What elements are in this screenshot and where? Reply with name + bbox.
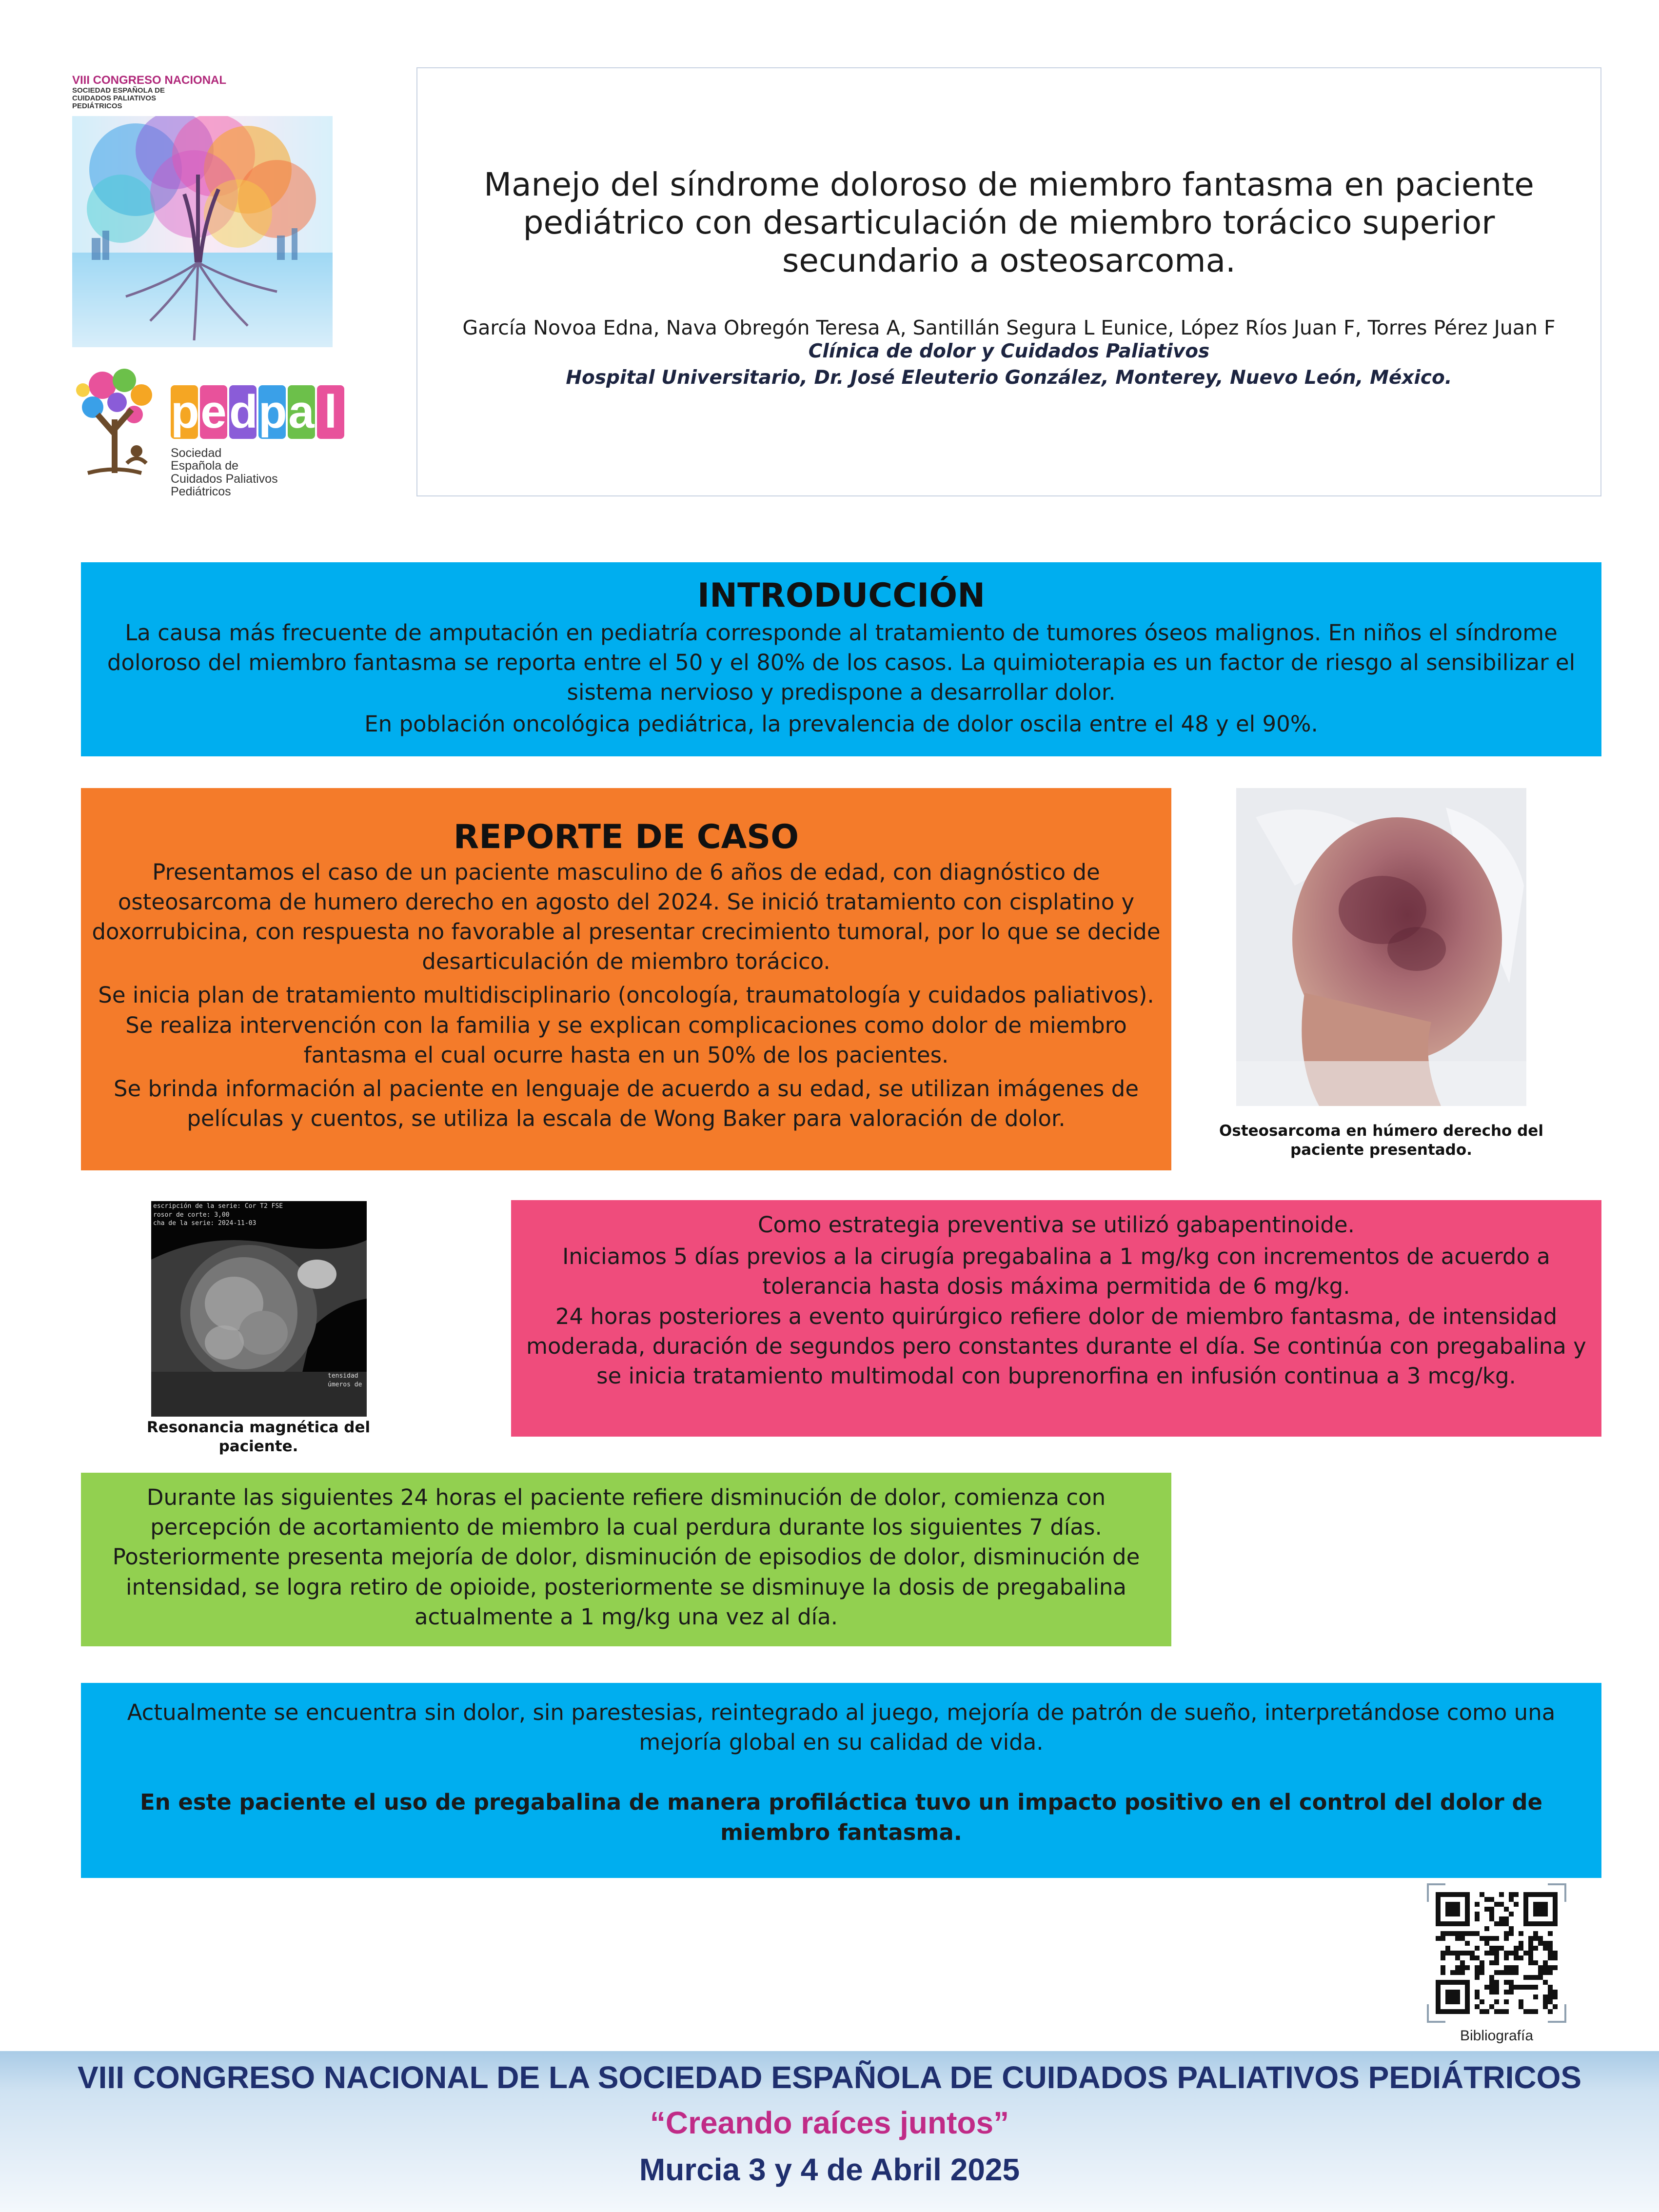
- tumor-photo: [1236, 788, 1526, 1106]
- institution-hospital: Hospital Universitario, Dr. José Eleuterio González, Monterey, Nuevo León, México.: [566, 367, 1452, 389]
- congress-logo-line-2: SOCIEDAD ESPAÑOLA DE: [72, 86, 165, 95]
- mri-header-line-3: cha de la serie: 2024-11-03: [153, 1220, 257, 1227]
- case-report-paragraph-3: Se brinda información al paciente en lenguaje de acuerdo a su edad, se utilizan imágenes de películas y cuentos, se utiliza la escala de Wong Baker para valoración de dolor.: [113, 1075, 1139, 1132]
- strategy-paragraph-2: Iniciamos 5 días previos a la cirugía pregabalina a 1 mg/kg con incrementos de acuerdo a tolerancia hasta dosis máxima permitida de 6 mg/kg.: [562, 1244, 1550, 1300]
- title-box: [416, 67, 1601, 496]
- congress-logo-line-1: VIII CONGRESO NACIONAL: [72, 74, 227, 87]
- footer-congress-name: VIII CONGRESO NACIONAL DE LA SOCIEDAD ESPAÑOLA DE CUIDADOS PALIATIVOS PEDIÁTRICOS: [77, 2060, 1582, 2095]
- strategy-paragraph-1: Como estrategia preventiva se utilizó gabapentinoide.: [758, 1212, 1355, 1238]
- mri-side-line-2: úmeros de: [328, 1381, 362, 1388]
- mri-header-line-2: rosor de corte: 3,00: [153, 1211, 230, 1219]
- evolution-section: [81, 1473, 1171, 1646]
- mri-side-line-1: tensidad: [328, 1372, 358, 1380]
- conclusion-section: [81, 1683, 1601, 1878]
- authors: García Novoa Edna, Nava Obregón Teresa A, Santillán Segura L Eunice, López Ríos Juan F, Torres Pérez Juan F: [462, 316, 1556, 339]
- footer-banner: [0, 2051, 1659, 2212]
- congress-logo-line-3: CUIDADOS PALIATIVOS: [72, 94, 156, 103]
- pedpal-caption-line-3: Cuidados Paliativos Pediátricos: [171, 472, 278, 498]
- pedpal-letter: p: [258, 386, 287, 438]
- introduction-paragraph-2: En población oncológica pediátrica, la prevalencia de dolor oscila entre el 48 y el 90%.: [364, 711, 1318, 737]
- mri-header-line-1: escripción de la serie: Cor T2 FSE: [153, 1203, 283, 1210]
- footer-venue-date: Murcia 3 y 4 de Abril 2025: [639, 2152, 1020, 2187]
- mri-header-text: [153, 1202, 283, 1228]
- pedpal-caption-line-1: Sociedad: [171, 446, 222, 460]
- pedpal-letter: e: [200, 386, 227, 438]
- pedpal-letter: d: [229, 386, 258, 438]
- case-report-section: [81, 788, 1171, 1170]
- pedpal-caption-line-2: Española de: [171, 459, 239, 473]
- pedpal-caption: [171, 447, 341, 498]
- qr-code-icon: [1436, 1892, 1558, 2014]
- case-report-paragraph-1: Presentamos el caso de un paciente masculino de 6 años de edad, con diagnóstico de osteosarcoma de humero derecho en agosto del 2024. Se inició tratamiento con cisplatino y doxorrubicina, con respuesta no favorable al presentar crecimiento tumoral, por lo que se decide desarticulación de miembro torácico.: [92, 859, 1161, 975]
- strategy-paragraph-3: 24 horas posteriores a evento quirúrgico refiere dolor de miembro fantasma, de intensidad moderada, duración de segundos pero constantes durante el día. Se continúa con pregabalina y se inicia tratamiento multimodal con buprenorfina en infusión continua a 3 mcg/kg.: [526, 1303, 1586, 1389]
- poster-title: Manejo del síndrome doloroso de miembro fantasma en paciente pediátrico con desarticulación de miembro torácico superior secundario a osteosarcoma.: [484, 166, 1534, 279]
- introduction-section: [81, 562, 1601, 756]
- pedpal-letter: l: [317, 385, 344, 439]
- pedpal-wordmark: [171, 385, 344, 439]
- case-report-heading: REPORTE DE CASO: [453, 818, 799, 856]
- watercolor-tree-image: [72, 116, 333, 347]
- qr-label: Bibliografía: [1460, 2028, 1534, 2044]
- congress-logo: [72, 74, 333, 347]
- conclusion-paragraph: Actualmente se encuentra sin dolor, sin parestesias, reintegrado al juego, mejoría de patrón de sueño, interpretándose como una mejoría global en su calidad de vida.: [127, 1699, 1556, 1756]
- pedpal-letter: p: [171, 386, 199, 438]
- tree-figures-icon: [68, 361, 166, 478]
- mri-caption: Resonancia magnética del paciente.: [146, 1419, 371, 1455]
- case-report-paragraph-2: Se inicia plan de tratamiento multidisciplinario (oncología, traumatología y cuidados paliativos). Se realiza intervención con la familia y se explican complicaciones como dolor de miembro fantasma el cual ocurre hasta en un 50% de los pacientes.: [98, 982, 1154, 1068]
- bibliography-qr[interactable]: [1426, 1882, 1567, 2058]
- footer-slogan: “Creando raíces juntos”: [650, 2105, 1009, 2140]
- introduction-heading: INTRODUCCIÓN: [697, 576, 986, 615]
- tumor-photo-caption: Osteosarcoma en húmero derecho del paciente presentado.: [1219, 1122, 1543, 1159]
- mri-side-text: [328, 1372, 362, 1389]
- strategy-section: [511, 1200, 1601, 1437]
- evolution-paragraph: Durante las siguientes 24 horas el paciente refiere disminución de dolor, comienza con percepción de acortamiento de miembro la cual perdura durante los siguientes 7 días. Posteriormente presenta mejoría de dolor, disminución de episodios de dolor, disminución de intensidad, se logra retiro de opioide, posteriormente se disminuye la dosis de pregabalina actualmente a 1 mg/kg una vez al día.: [112, 1484, 1140, 1630]
- pedpal-letter: a: [288, 386, 315, 438]
- congress-logo-line-4: PEDIÁTRICOS: [72, 102, 122, 111]
- institution-department: Clínica de dolor y Cuidados Paliativos: [808, 340, 1210, 362]
- conclusion-statement: En este paciente el uso de pregabalina de manera profiláctica tuvo un impacto positivo en el control del dolor de miembro fantasma.: [139, 1789, 1543, 1845]
- pedpal-logo: [68, 361, 341, 498]
- introduction-paragraph-1: La causa más frecuente de amputación en pediatría corresponde al tratamiento de tumores óseos malignos. En niños el síndrome doloroso del miembro fantasma se reporta entre el 50 y el 80% de los casos. La quimioterapia es un factor de riesgo al sensibilizar el sistema nervioso y predispone a desarrollar dolor.: [107, 619, 1576, 705]
- mri-image: [151, 1201, 367, 1417]
